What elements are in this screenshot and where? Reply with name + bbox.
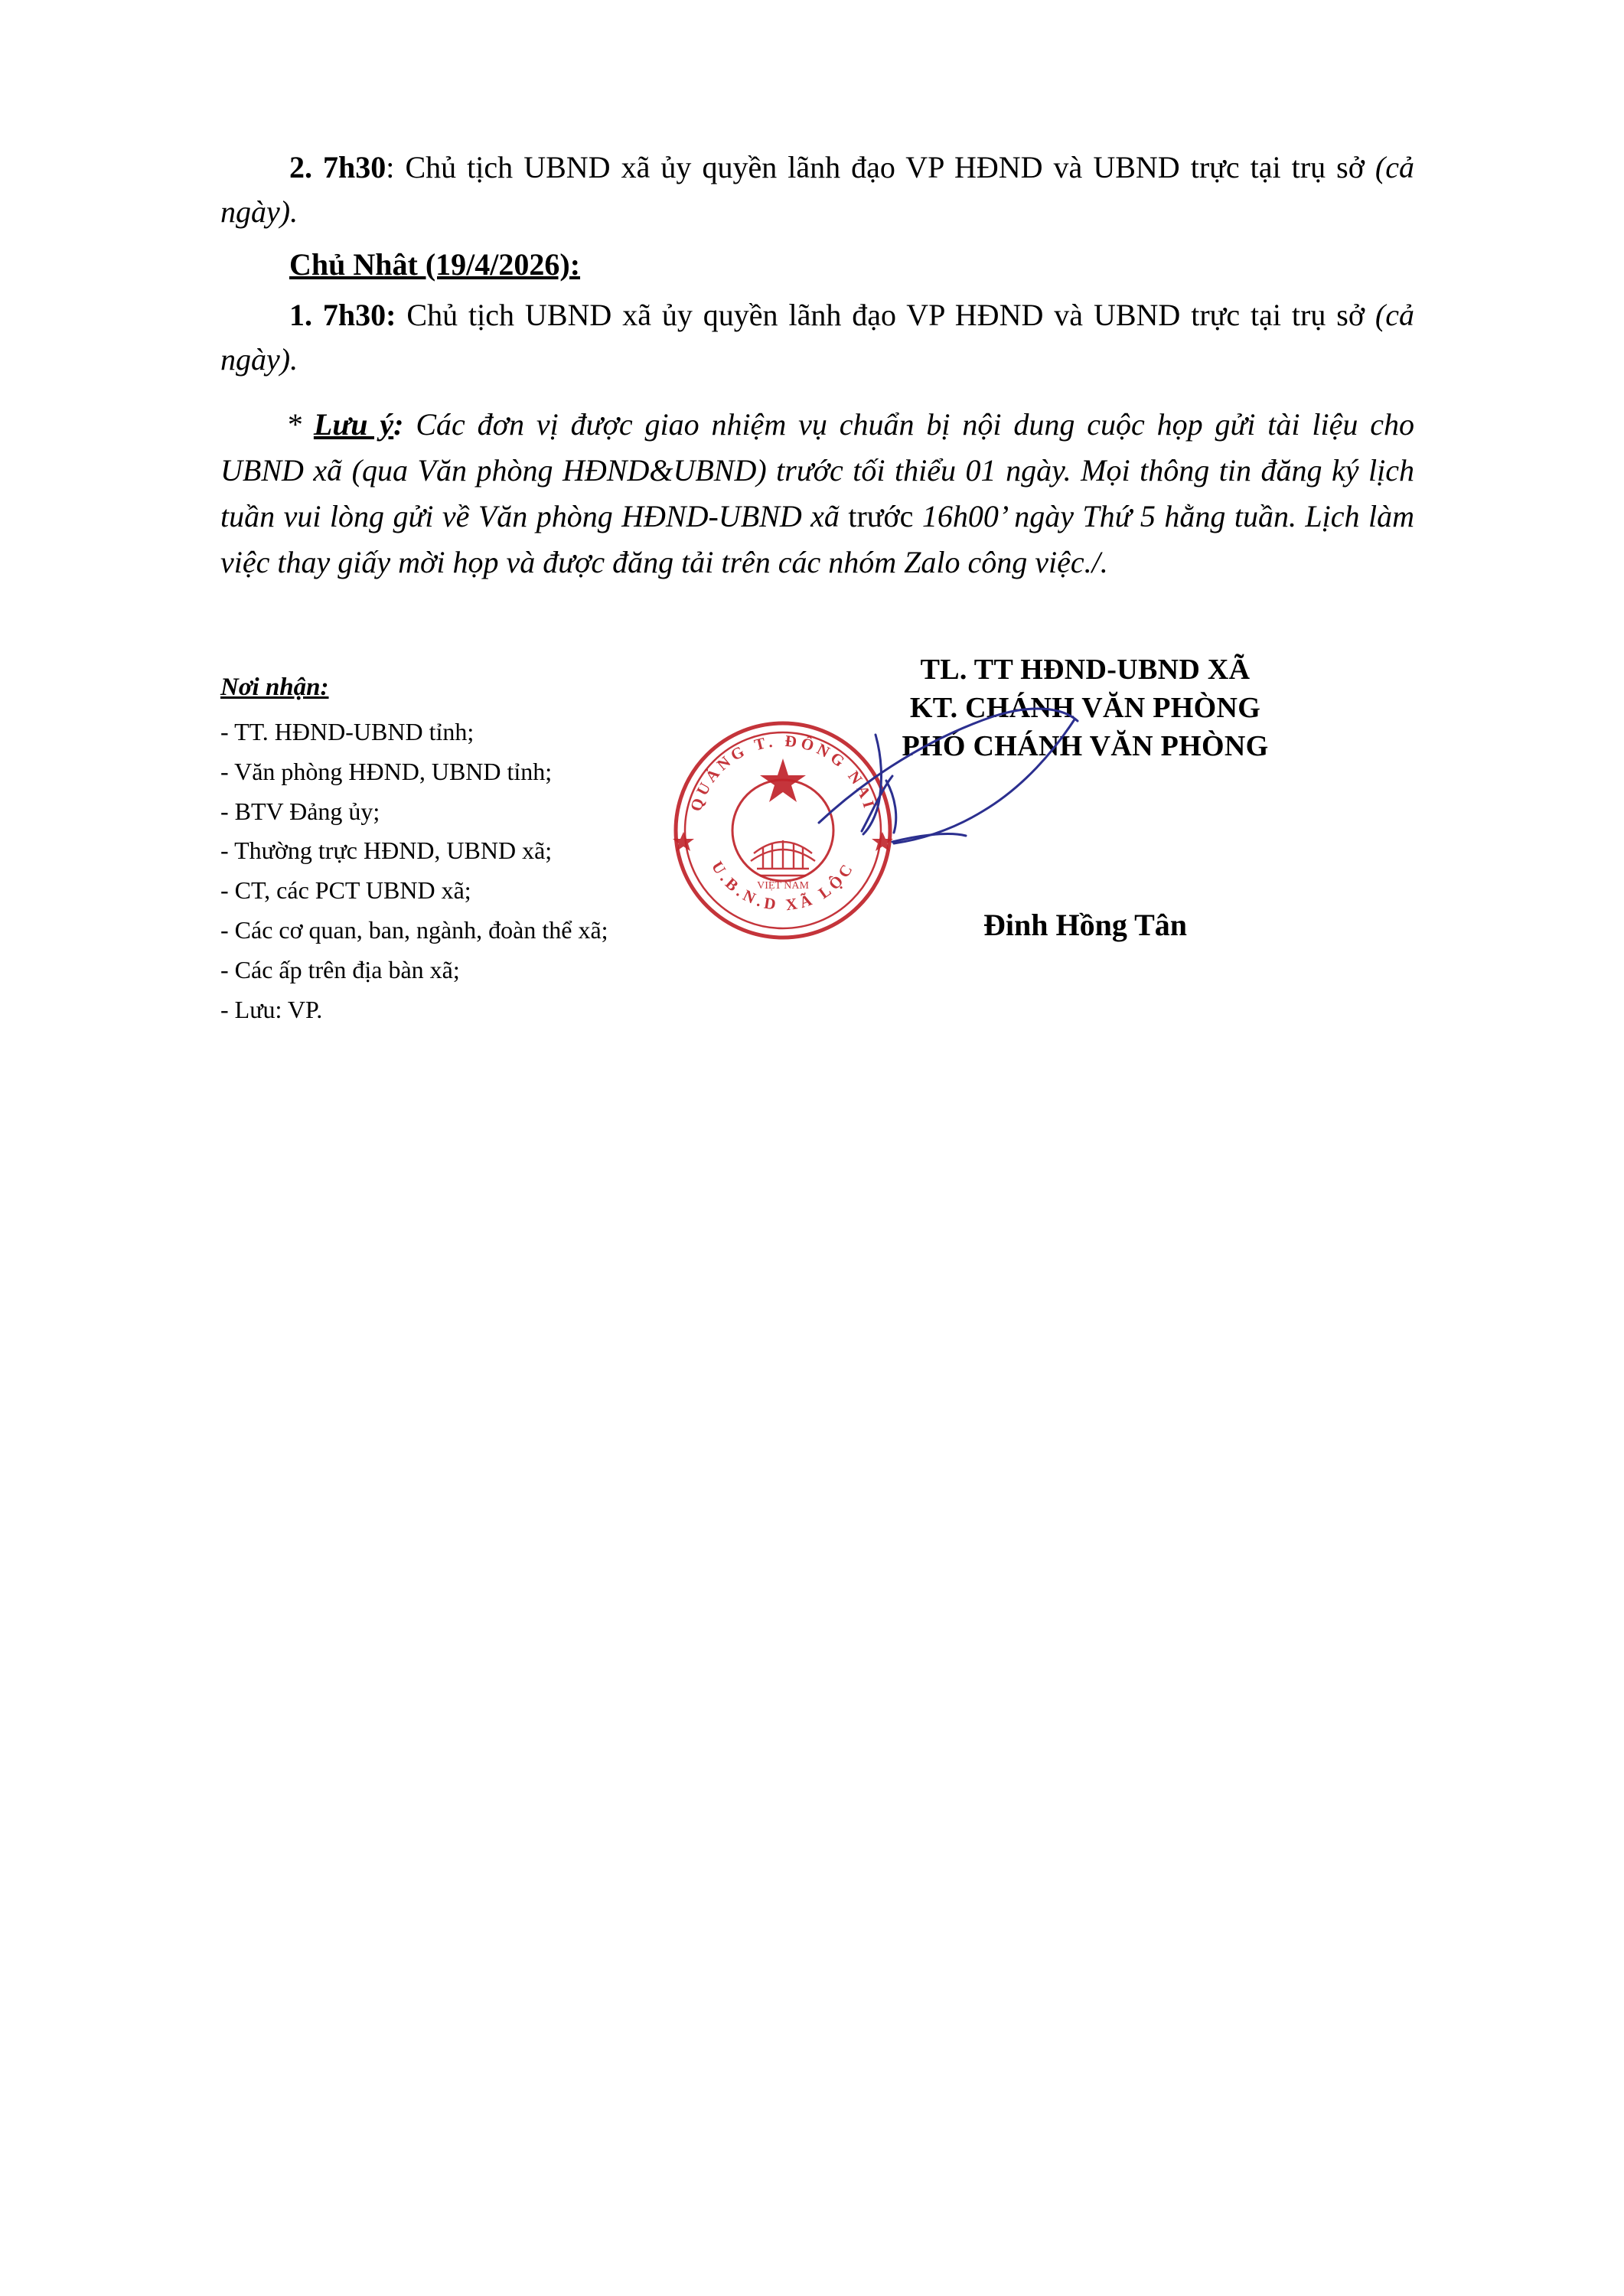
signer-name: Đinh Hồng Tân <box>983 908 1188 943</box>
note-colon: : <box>393 407 416 442</box>
paragraph-sunday-item-1 <box>220 293 1414 382</box>
signature-role-line: PHÓ CHÁNH VĂN PHÒNG <box>902 730 1269 763</box>
note-body-continued: 16h00’ ngày Thứ 5 hằng tuần. Lịch làm việc thay giấy mời họp và được đăng tải trên các nhóm Zalo công việc./. <box>220 499 1414 579</box>
note-paragraph <box>220 402 1414 585</box>
heading-sunday: Chủ Nhât (19/4/2026): <box>289 247 581 282</box>
note-body: Các đơn vị được giao nhiệm vụ chuẩn bị nội dung cuộc họp gửi tài liệu cho UBND xã (qua Văn phòng HĐND&UBND) trước tối thiểu 01 ngày. Mọi thông tin đăng ký lịch tuần vui lòng gửi về Văn phòng HĐND-UBND xã <box>220 407 1414 533</box>
list-item: - Các ấp trên địa bàn xã; <box>220 955 460 983</box>
svg-text:VIỆT NAM: VIỆT NAM <box>757 880 809 892</box>
list-item: - CT, các PCT UBND xã; <box>220 876 471 905</box>
list-item: - TT. HĐND-UBND tỉnh; <box>220 718 474 745</box>
list-item: - Lưu: VP. <box>220 995 323 1023</box>
paragraph-sunday-text: Chủ tịch UBND xã ủy quyền lãnh đạo VP HĐND và UBND trực tại trụ sở <box>396 298 1375 332</box>
note-star: * <box>286 407 314 442</box>
document-body <box>220 145 1414 585</box>
document-footer <box>220 654 1414 1041</box>
paragraph-sunday-note: (cả ngày). <box>220 298 1414 377</box>
recipients-title: Nơi nhận: <box>220 673 329 701</box>
signature-authority-line: TL. TT HĐND-UBND XÃ <box>920 654 1251 686</box>
list-item: - Thường trực HĐND, UBND xã; <box>220 837 553 865</box>
list-item: - Văn phòng HĐND, UBND tỉnh; <box>220 757 553 785</box>
recipients-block <box>220 673 756 1030</box>
time-label-saturday: 2. 7h30 <box>289 150 386 184</box>
note-body-plain: trước <box>839 499 922 533</box>
svg-text:QUẢNG T. ĐỒNG NAI: QUẢNG T. ĐỒNG NAI <box>686 731 879 814</box>
signature-block <box>756 651 1414 943</box>
list-item: - BTV Đảng ủy; <box>220 797 380 825</box>
recipients-list <box>220 713 756 1030</box>
paragraph-saturday-item-2 <box>220 145 1414 234</box>
svg-text:U.B.N.D XÃ LỘC: U.B.N.D XÃ LỘC <box>707 858 859 915</box>
paragraph-saturday-text: : Chủ tịch UBND xã ủy quyền lãnh đạo VP HĐND và UBND trực tại trụ sở <box>386 150 1375 184</box>
paragraph-saturday-note: (cả ngày). <box>220 150 1414 229</box>
note-label: Lưu ý <box>313 407 394 442</box>
list-item: - Các cơ quan, ban, ngành, đoàn thể xã; <box>220 916 608 944</box>
signature-title-line: KT. CHÁNH VĂN PHÒNG <box>909 692 1261 725</box>
time-label-sunday: 1. 7h30: <box>289 298 396 332</box>
